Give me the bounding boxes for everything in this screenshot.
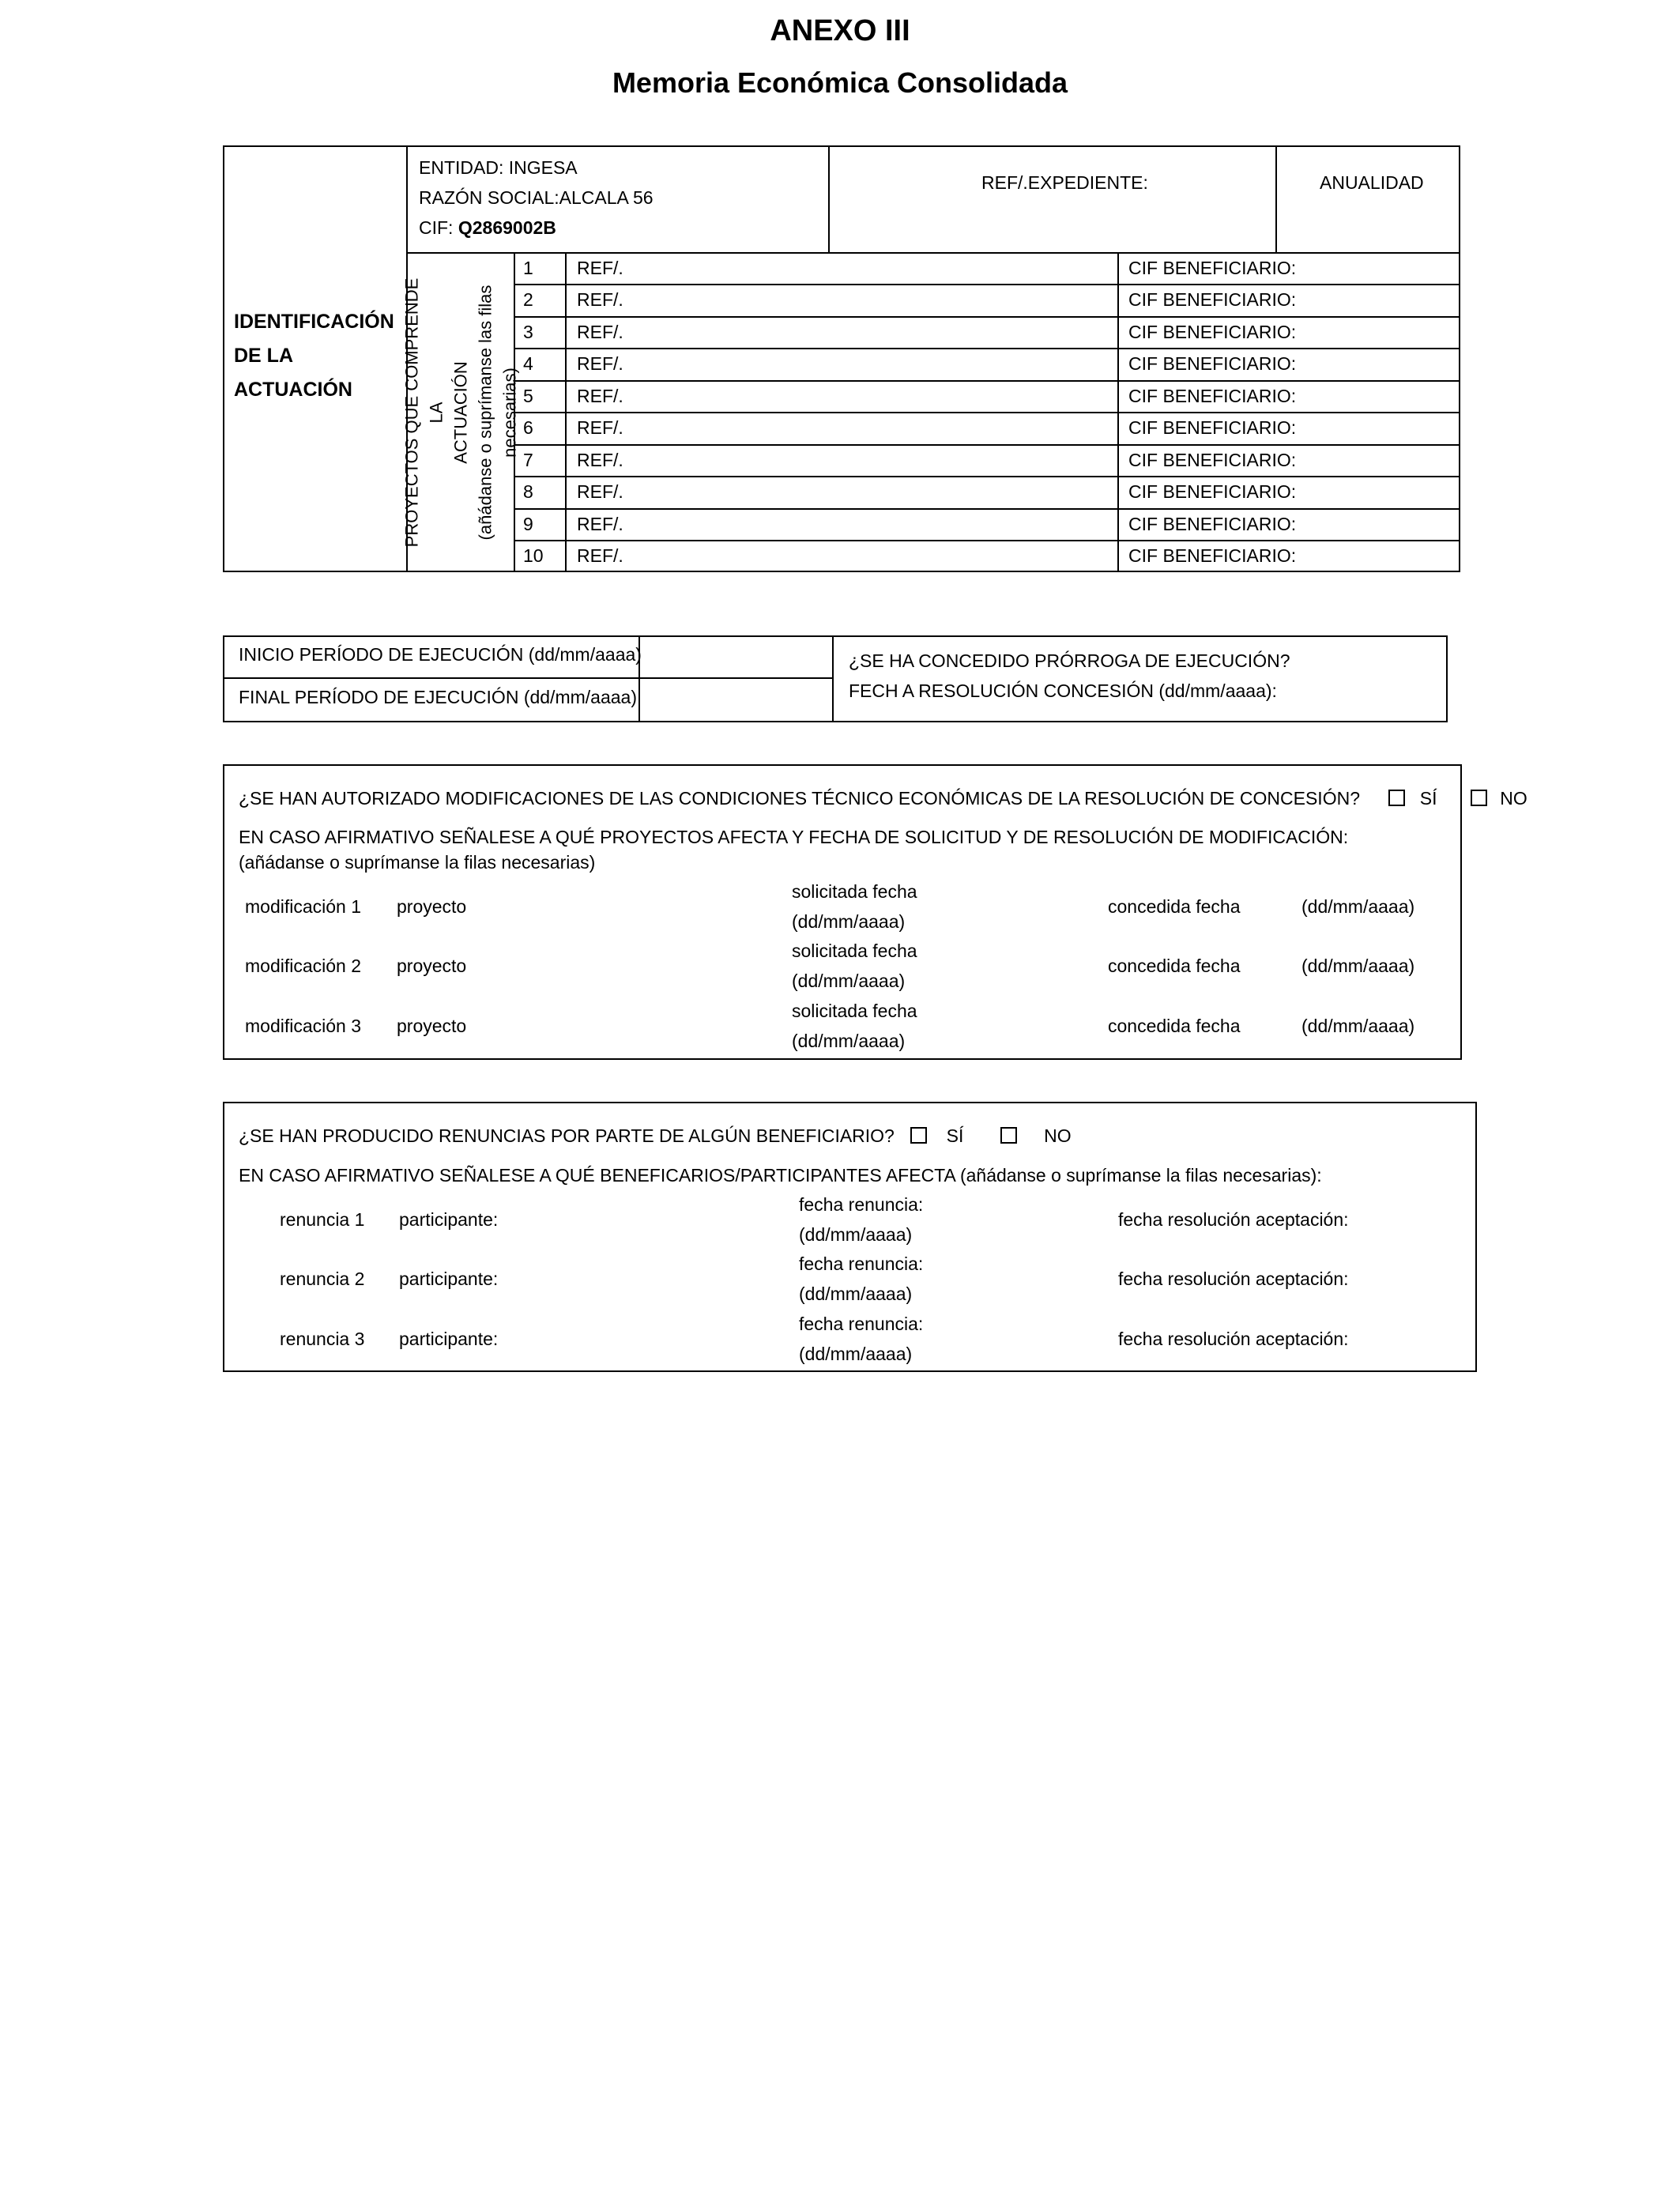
modificacion-label: modificación 3 (245, 1016, 362, 1036)
divider (514, 284, 1460, 285)
modificacion-proyecto-field[interactable]: proyecto (397, 1016, 467, 1036)
renuncia-label: renuncia 1 (280, 1209, 365, 1230)
si-label: SÍ (946, 1125, 964, 1146)
anualidad-field[interactable]: ANUALIDAD (1320, 172, 1424, 193)
fecha-resolucion-field[interactable]: fecha resolución aceptación: (1118, 1269, 1349, 1289)
divider (223, 677, 833, 679)
divider (514, 412, 1460, 413)
divider (832, 635, 834, 722)
proyecto-cif-field[interactable]: CIF BENEFICIARIO: (1128, 386, 1297, 406)
divider (514, 380, 1460, 382)
date-format-hint: (dd/mm/aaaa) (799, 1224, 913, 1245)
proyecto-number: 8 (523, 481, 533, 502)
final-periodo-input[interactable] (642, 680, 830, 720)
fecha-resolucion-field[interactable]: fecha resolución aceptación: (1118, 1209, 1349, 1230)
no-checkbox[interactable] (1000, 1127, 1017, 1144)
proyecto-cif-field[interactable]: CIF BENEFICIARIO: (1128, 353, 1297, 374)
divider (514, 508, 1460, 510)
renuncia-label: renuncia 3 (280, 1329, 365, 1349)
proyecto-ref-field[interactable]: REF/. (577, 353, 623, 374)
fecha-renuncia-label: fecha renuncia: (799, 1253, 924, 1274)
proyecto-cif-field[interactable]: CIF BENEFICIARIO: (1128, 450, 1297, 470)
proyecto-number: 5 (523, 386, 533, 406)
si-label: SÍ (1419, 788, 1437, 809)
final-periodo-label: FINAL PERÍODO DE EJECUCIÓN (dd/mm/aaaa) (239, 687, 637, 707)
divider (514, 348, 1460, 349)
modificacion-label: modificación 2 (245, 956, 362, 976)
no-checkbox[interactable] (1471, 790, 1487, 806)
divider (514, 476, 1460, 477)
participante-field[interactable]: participante: (399, 1329, 499, 1349)
no-label: NO (1500, 788, 1527, 809)
proyecto-cif-field[interactable]: CIF BENEFICIARIO: (1128, 289, 1297, 310)
identificacion-label-line: IDENTIFICACIÓN (234, 311, 394, 333)
modificaciones-instruction: EN CASO AFIRMATIVO SEÑALESE A QUÉ PROYECTOS AFECTA Y FECHA DE SOLICITUD Y DE RESOLUCIÓN DE MODIFICACIÓN: (239, 827, 1349, 847)
proyecto-ref-field[interactable]: REF/. (577, 258, 623, 278)
proyectos-header (401, 254, 520, 571)
inicio-periodo-label: INICIO PERÍODO DE EJECUCIÓN (dd/mm/aaaa) (239, 644, 642, 665)
date-format-hint: (dd/mm/aaaa) (1301, 896, 1415, 917)
proyecto-number: 3 (523, 322, 533, 342)
proyectos-header-line: ACTUACIÓN (450, 361, 471, 464)
participante-field[interactable]: participante: (399, 1209, 499, 1230)
divider (406, 252, 1460, 254)
date-format-hint: (dd/mm/aaaa) (799, 1284, 913, 1304)
fecha-resolucion-label: FECH A RESOLUCIÓN CONCESIÓN (dd/mm/aaaa): (849, 680, 1277, 701)
proyecto-ref-field[interactable]: REF/. (577, 386, 623, 406)
proyecto-ref-field[interactable]: REF/. (577, 322, 623, 342)
divider (828, 145, 830, 253)
proyecto-cif-field[interactable]: CIF BENEFICIARIO: (1128, 322, 1297, 342)
proyecto-ref-field[interactable]: REF/. (577, 289, 623, 310)
concedida-fecha-label: concedida fecha (1108, 896, 1241, 917)
proyecto-number: 9 (523, 514, 533, 534)
proyecto-number: 4 (523, 353, 533, 374)
solicitada-fecha-label: solicitada fecha (792, 941, 917, 961)
identificacion-label-line: ACTUACIÓN (234, 379, 352, 401)
document-subtitle: Memoria Económica Consolidada (612, 66, 1068, 99)
proyecto-ref-field[interactable]: REF/. (577, 417, 623, 438)
modificaciones-question: ¿SE HAN AUTORIZADO MODIFICACIONES DE LAS CONDICIONES TÉCNICO ECONÓMICAS DE LA RESOLUCIÓN DE CONCESIÓN? (239, 788, 1360, 809)
proyecto-number: 2 (523, 289, 533, 310)
date-format-hint: (dd/mm/aaaa) (792, 911, 906, 932)
modificacion-label: modificación 1 (245, 896, 362, 917)
cif-value: Q2869002B (458, 217, 556, 238)
solicitada-fecha-label: solicitada fecha (792, 881, 917, 902)
ref-expediente-field[interactable]: REF/.EXPEDIENTE: (981, 172, 1148, 193)
fecha-renuncia-label: fecha renuncia: (799, 1194, 924, 1215)
solicitada-fecha-label: solicitada fecha (792, 1001, 917, 1021)
si-checkbox[interactable] (1388, 790, 1405, 806)
modificaciones-note: (añádanse o suprímanse la filas necesarias) (239, 852, 596, 873)
proyecto-ref-field[interactable]: REF/. (577, 481, 623, 502)
fecha-renuncia-label: fecha renuncia: (799, 1314, 924, 1334)
proyectos-header-line: (añádanse o suprímanse las filas (475, 285, 495, 541)
proyecto-number: 10 (523, 545, 544, 566)
participante-field[interactable]: participante: (399, 1269, 499, 1289)
prorroga-question: ¿SE HA CONCEDIDO PRÓRROGA DE EJECUCIÓN? (849, 650, 1290, 671)
modificaciones-question-line (239, 790, 1527, 808)
identificacion-label-line: DE LA (234, 345, 293, 367)
proyecto-ref-field[interactable]: REF/. (577, 514, 623, 534)
proyecto-ref-field[interactable]: REF/. (577, 545, 623, 566)
proyecto-cif-field[interactable]: CIF BENEFICIARIO: (1128, 417, 1297, 438)
proyecto-cif-field[interactable]: CIF BENEFICIARIO: (1128, 545, 1297, 566)
fecha-resolucion-field[interactable]: fecha resolución aceptación: (1118, 1329, 1349, 1349)
date-format-hint: (dd/mm/aaaa) (1301, 1016, 1415, 1036)
concedida-fecha-label: concedida fecha (1108, 956, 1241, 976)
cif-label: CIF: (419, 217, 458, 238)
proyectos-header-line: necesarias) (499, 368, 520, 458)
entidad-text: ENTIDAD: INGESA (419, 157, 578, 178)
proyecto-cif-field[interactable]: CIF BENEFICIARIO: (1128, 258, 1297, 278)
renuncias-instruction: EN CASO AFIRMATIVO SEÑALESE A QUÉ BENEFICARIOS/PARTICIPANTES AFECTA (añádanse o suprímanse la filas necesarias): (239, 1165, 1322, 1186)
annex-title: ANEXO III (770, 14, 910, 47)
divider (514, 316, 1460, 318)
proyecto-number: 1 (523, 258, 533, 278)
divider (1275, 145, 1277, 253)
si-checkbox[interactable] (910, 1127, 927, 1144)
renuncias-question-line (239, 1127, 1072, 1145)
renuncias-question: ¿SE HAN PRODUCIDO RENUNCIAS POR PARTE DE ALGÚN BENEFICIARIO? (239, 1125, 895, 1146)
date-format-hint: (dd/mm/aaaa) (792, 971, 906, 991)
inicio-periodo-input[interactable] (642, 639, 830, 675)
proyecto-number: 7 (523, 450, 533, 470)
renuncia-label: renuncia 2 (280, 1269, 365, 1289)
date-format-hint: (dd/mm/aaaa) (1301, 956, 1415, 976)
date-format-hint: (dd/mm/aaaa) (799, 1344, 913, 1364)
proyecto-number: 6 (523, 417, 533, 438)
divider (514, 444, 1460, 446)
proyecto-ref-field[interactable]: REF/. (577, 450, 623, 470)
razon-social-text: RAZÓN SOCIAL:ALCALA 56 (419, 187, 654, 208)
proyectos-header-line: PROYECTOS QUE COMPRENDE LA (401, 277, 446, 548)
cif-line (419, 219, 556, 237)
proyecto-cif-field[interactable]: CIF BENEFICIARIO: (1128, 481, 1297, 502)
concedida-fecha-label: concedida fecha (1108, 1016, 1241, 1036)
date-format-hint: (dd/mm/aaaa) (792, 1031, 906, 1051)
modificacion-proyecto-field[interactable]: proyecto (397, 896, 467, 917)
no-label: NO (1044, 1125, 1072, 1146)
modificacion-proyecto-field[interactable]: proyecto (397, 956, 467, 976)
divider (514, 540, 1460, 541)
proyecto-cif-field[interactable]: CIF BENEFICIARIO: (1128, 514, 1297, 534)
